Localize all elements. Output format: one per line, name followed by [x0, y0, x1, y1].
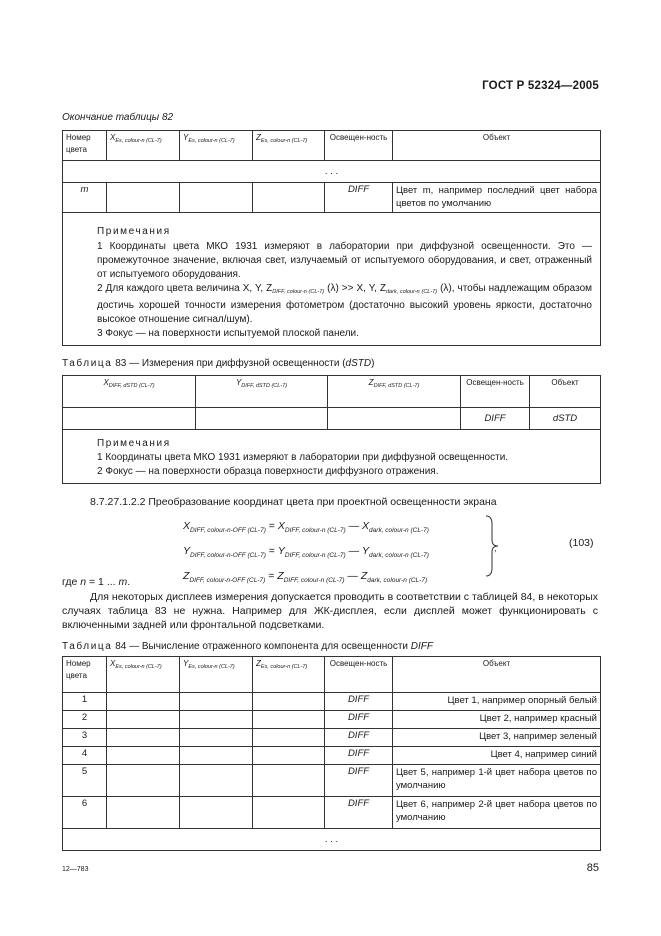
table-row [63, 729, 601, 747]
body-paragraph: Для некоторых дисплеев измерения допускается проводить в соответствии с таблицей 84, в некоторых случаях таблица 83 не нужна. Например для ЖК-дисплея, если дисплей может функционировать с включенными задней или фронтальной подсветками. [62, 591, 598, 631]
row-number: 6 [63, 797, 107, 829]
row-number: 2 [63, 711, 107, 729]
row-number: 5 [63, 765, 107, 797]
header-color-number: Номер цвета [63, 131, 107, 161]
header-illuminance: Освещен-ность [325, 657, 393, 693]
formula-y: $Y_{DIFF, colour-n-OFF (CL-7)} = Y_{DIFF, colour-n (CL-7)}$ — $Y_{dark, colour-n (CL-7)}$ [183, 545, 429, 559]
row-illuminance: DIFF [325, 711, 393, 729]
header-object: Объект [530, 376, 601, 408]
header-y: $Y_{Es, colour-n (CL-7)}$ [180, 131, 253, 161]
row-object: Цвет 5, например 1-й цвет набора цветов по умолчанию [393, 765, 601, 797]
header-object: Объект [393, 131, 601, 161]
header-z: $Z_{Es, colour-n (CL-7)}$ [253, 657, 325, 693]
formula-block [183, 516, 429, 591]
notes82-item-3: 3 Фокус — на поверхности испытуемой плоской панели. [97, 328, 359, 339]
where-clause: где n = 1 ... m. [62, 576, 131, 588]
row-number: m [63, 183, 107, 213]
table-row [63, 747, 601, 765]
notes83-title: Примечания [97, 438, 171, 449]
notes83-item-1: 1 Координаты цвета МКО 1931 измеряют в лаборатории при диффузной освещенности. [97, 452, 509, 463]
page-number: 85 [586, 862, 599, 874]
row-object: Цвет 4, например синий [393, 747, 601, 765]
header-illuminance: Освещен-ность [461, 376, 530, 408]
header-color-number: Номер цвета [63, 657, 107, 693]
row-illuminance: DIFF [325, 729, 393, 747]
header-y: $Y_{Es, colour-n (CL-7)}$ [180, 657, 253, 693]
row-illuminance: DIFF [325, 747, 393, 765]
notes-82 [63, 213, 601, 346]
row-object: dSTD [530, 408, 601, 430]
row-illuminance: DIFF [325, 765, 393, 797]
row-illuminance: DIFF [325, 183, 393, 213]
equation-number: (103) [569, 537, 594, 549]
table-82 [62, 130, 601, 346]
row-object: Цвет 6, например 2-й цвет набора цветов по умолчанию [393, 797, 601, 829]
row-object: Цвет 1, например опорный белый [393, 693, 601, 711]
notes82-item-2: 2 Для каждого цвета величина X, Y, $Z_{DIFF, colour-n (CL-7)}$ (λ) >> X, Y, $Z_{dark, colour-n (CL-7)}$ (λ), чтобы надлежащим образом достичь хорошей точности измерения фотометром (достаточно высокий уровень яркости, достаточно высокое отношение сигнал/шум). [97, 283, 593, 325]
formula-z: $Z_{DIFF, colour-n-OFF (CL-7)} = Z_{DIFF, colour-n (CL-7)}$ — $Z_{dark, colour-n (CL-7)}$ [183, 570, 428, 584]
row-illuminance: DIFF [461, 408, 530, 430]
header-object: Объект [393, 657, 601, 693]
row-object: Цвет 3, например зеленый [393, 729, 601, 747]
ellipsis-row: . . . [63, 829, 601, 851]
header-x: $X_{DIFF, dSTD (CL-7)}$ [63, 376, 196, 408]
ellipsis-row: . . . [63, 161, 601, 183]
table-row [63, 711, 601, 729]
row-object: Цвет 2, например красный [393, 711, 601, 729]
row-illuminance: DIFF [325, 693, 393, 711]
table-84 [62, 656, 601, 851]
table82-caption: Окончание таблицы 82 [62, 112, 174, 123]
table-row [63, 693, 601, 711]
notes83-item-2: 2 Фокус — на поверхности образца поверхности диффузного отражения. [97, 466, 439, 477]
right-brace-icon [484, 514, 500, 578]
header-illuminance: Освещен-ность [325, 131, 393, 161]
notes-83 [63, 430, 601, 484]
header-x: $X_{Es, colour-n (CL-7)}$ [107, 131, 180, 161]
row-number: 4 [63, 747, 107, 765]
header-z: $Z_{DIFF, dSTD (CL-7)}$ [328, 376, 461, 408]
table83-caption: Таблица 83 — Измерения при диффузной освещенности (dSTD) [62, 358, 375, 369]
table84-caption: Таблица 84 — Вычисление отраженного компонента для освещенности DIFF [62, 641, 434, 652]
row-object: Цвет m, например последний цвет набора цветов по умолчанию [393, 183, 601, 213]
header-y: $Y_{DIFF, dSTD (CL-7)}$ [196, 376, 328, 408]
section-heading: 8.7.27.1.2.2 Преобразование координат цвета при проектной освещенности экрана [90, 496, 497, 508]
notes82-title: Примечания [97, 226, 171, 237]
header-x: $X_{Es, colour-n (CL-7)}$ [107, 657, 180, 693]
table-row [63, 797, 601, 829]
notes82-item-1: 1 Координаты цвета МКО 1931 измеряют в лаборатории при диффузной освещенности. Это — промежуточное значение, включая свет, излучаемый от испытуемого оборудования, и свет, отраженный от испытуемого оборудования. [97, 241, 592, 280]
row-number: 1 [63, 693, 107, 711]
document-title: ГОСТ Р 52324—2005 [482, 80, 599, 92]
header-z: $Z_{Es, colour-n (CL-7)}$ [253, 131, 325, 161]
table-row [63, 765, 601, 797]
footer-code: 12—783 [62, 866, 89, 873]
row-number: 3 [63, 729, 107, 747]
row-illuminance: DIFF [325, 797, 393, 829]
table-83 [62, 375, 601, 484]
formula-x: $X_{DIFF, colour-n-OFF (CL-7)} = X_{DIFF, colour-n (CL-7)}$ — $X_{dark, colour-n (CL-7)}$ [183, 520, 429, 534]
